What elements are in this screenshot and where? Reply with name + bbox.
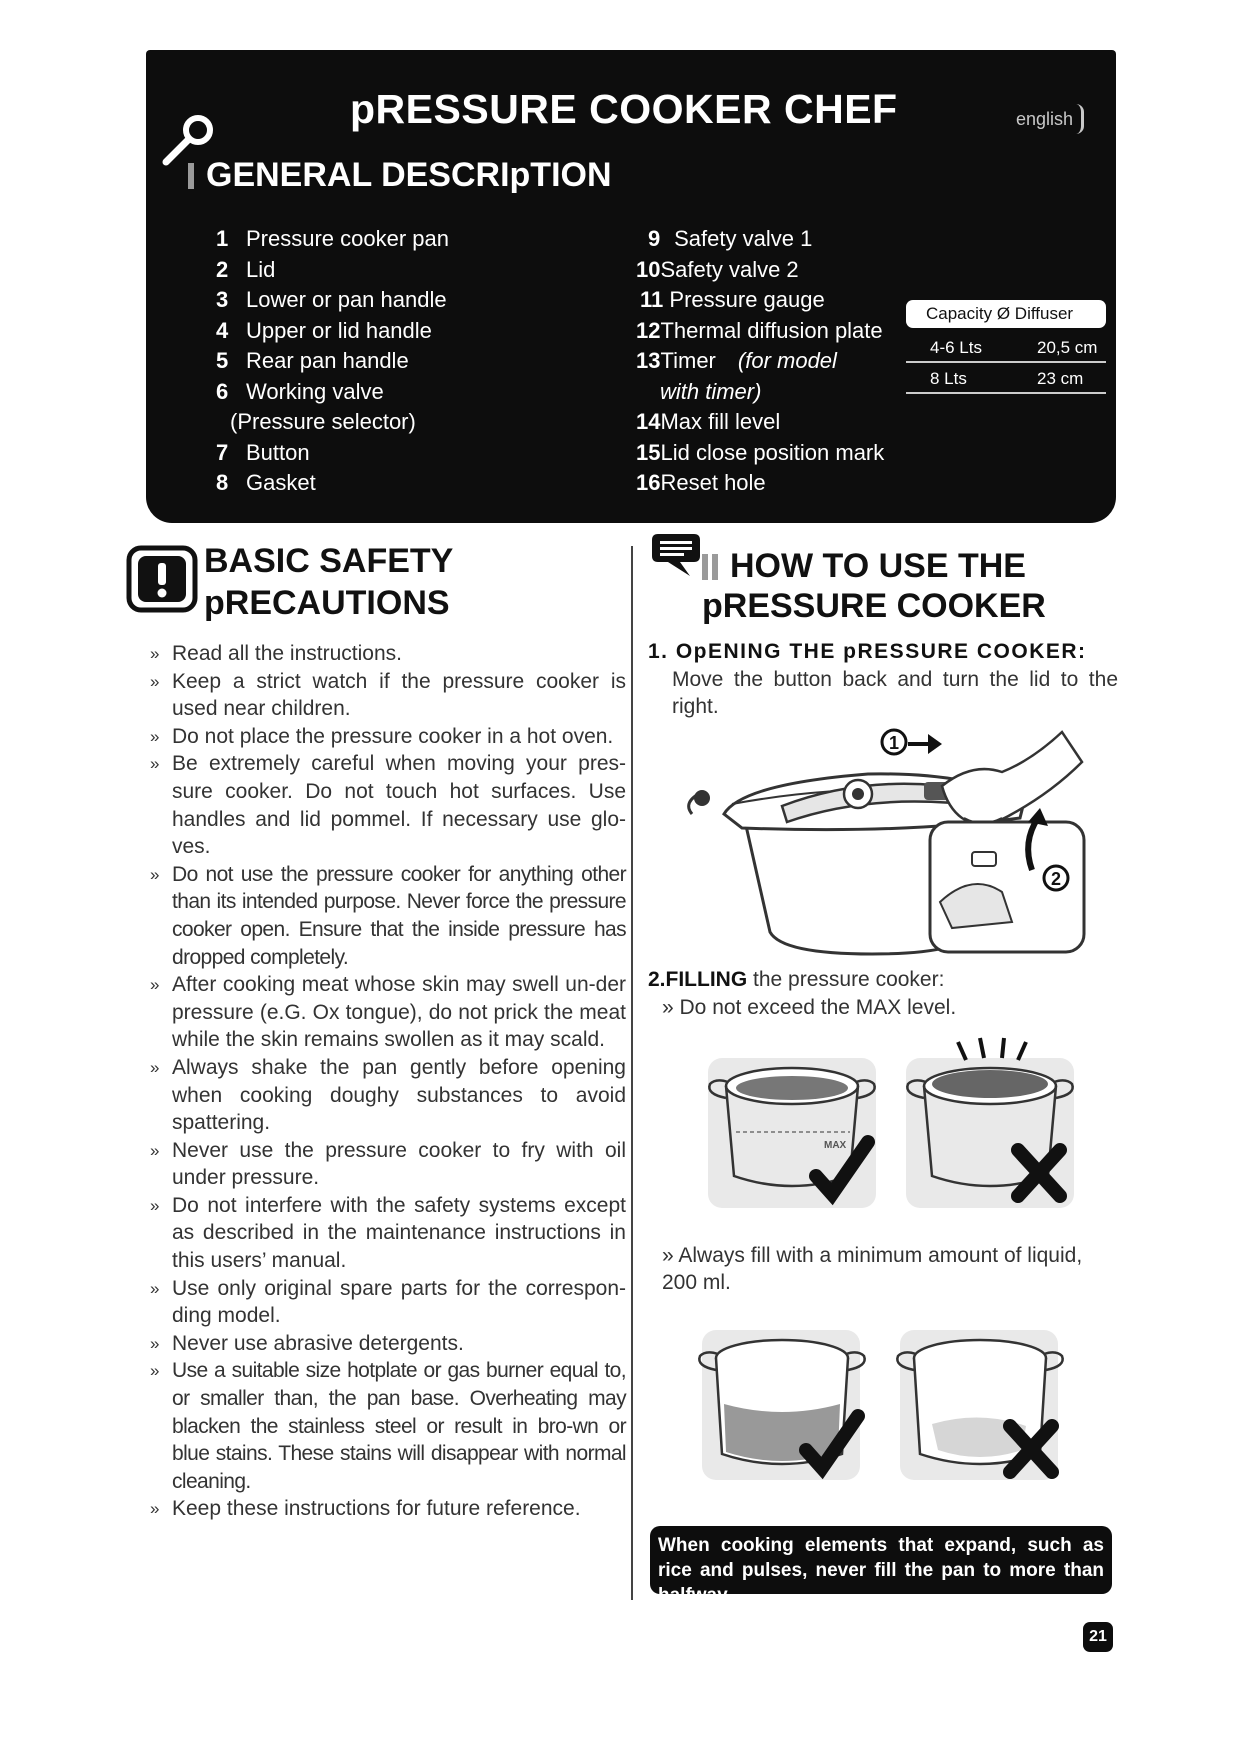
- part-label: Pressure gauge: [669, 287, 825, 312]
- expansion-warning-note: When cooking elements that expand, such as rice and pulses, never fill the pan to more than halfway.: [650, 1526, 1112, 1594]
- list-item: » Be extremely careful when moving your pres-sure cooker. Do not touch hot surfaces. Use handles and lid pommel. If necessary use glo-ves.: [150, 750, 626, 860]
- part-item: [636, 316, 884, 347]
- language-tab: english: [1016, 104, 1084, 134]
- page-number: 21: [1083, 1622, 1113, 1652]
- part-label: Lid: [246, 256, 276, 282]
- list-item: » Keep these instructions for future reference.: [150, 1495, 626, 1523]
- diffuser-value: 23 cm: [1037, 369, 1084, 388]
- part-number: 1: [216, 226, 229, 251]
- capacity-table-row: [906, 363, 1106, 394]
- section-numeral-bar: [188, 163, 194, 189]
- part-item: [216, 285, 449, 316]
- part-number: 3: [216, 287, 229, 312]
- part-number: 13: [636, 348, 661, 373]
- part-label: Reset hole: [660, 470, 766, 495]
- part-label: Lower or pan handle: [246, 287, 447, 312]
- list-item: » Do not place the pressure cooker in a hot oven.: [150, 723, 626, 751]
- part-number: 12: [636, 317, 661, 343]
- section-numeral-bar: [702, 554, 708, 580]
- part-label-note: (for model: [737, 348, 837, 373]
- list-item: » Do not use the pressure cooker for anything other than its intended purpose. Never force the pressure cooker open. Ensure that the inside pressure has dropped completely.: [150, 861, 626, 971]
- part-label: Timer: [660, 348, 716, 373]
- part-label: Thermal diffusion plate: [660, 317, 883, 343]
- step-note: » Do not exceed the MAX level.: [662, 996, 957, 1019]
- fill-level-illustration: [700, 1036, 1080, 1216]
- part-item: [636, 377, 884, 408]
- part-number: 4: [216, 317, 229, 343]
- section-title-howto: [702, 546, 1046, 626]
- page-title: pRESSURE COOKER CHEF: [350, 86, 898, 132]
- part-item: [636, 407, 884, 438]
- section-title-text: GENERAL DESCRIpTION: [206, 156, 612, 194]
- part-number: 8: [216, 470, 229, 495]
- step-title: 1. OpENING THE pRESSURE COOKER:: [648, 640, 1087, 663]
- part-label: Working valve: [246, 378, 384, 404]
- part-label: Safety valve 1: [674, 226, 813, 251]
- part-label: Upper or lid handle: [246, 317, 432, 343]
- parts-list-left: [216, 224, 449, 499]
- part-label: Gasket: [246, 470, 316, 495]
- diffuser-value: 20,5 cm: [1037, 338, 1098, 357]
- part-item: [216, 224, 449, 255]
- minimum-liquid-illustration: [686, 1324, 1076, 1484]
- step-bold-label: FILLING: [665, 968, 748, 991]
- list-item: » After cooking meat whose skin may swell un-der pressure (e.G. Ox tongue), do not prick the meat while the skin remains swollen as it may scald.: [150, 971, 626, 1054]
- step-marker-2: 2: [1050, 869, 1062, 889]
- part-label: Rear pan handle: [246, 348, 409, 373]
- capacity-table-row: [906, 332, 1106, 363]
- list-item: » Use a suitable size hotplate or gas burner equal to, or smaller than, the pan base. Overheating may blacken the stainless steel or result in bro-wn or blue stains. These stains will disappear with normal cleaning.: [150, 1357, 626, 1495]
- capacity-value: 8 Lts: [930, 369, 967, 388]
- step-note: » Always fill with a minimum amount of liquid, 200 ml.: [662, 1244, 1083, 1294]
- part-number: 7: [216, 439, 229, 465]
- part-item: [636, 438, 884, 469]
- list-item: » Keep a strict watch if the pressure cooker is used near children.: [150, 668, 626, 723]
- part-number: 14: [636, 409, 661, 434]
- part-item: [216, 255, 449, 286]
- section-numeral-bar: [712, 554, 718, 580]
- list-item: » Read all the instructions.: [150, 640, 626, 668]
- section-title-line: pRESSURE COOKER: [702, 587, 1046, 625]
- part-number: 10: [636, 256, 661, 282]
- part-label: with timer): [660, 378, 762, 404]
- part-number: 15: [636, 439, 661, 465]
- capacity-table: [906, 300, 1106, 394]
- step-number: 2.: [648, 968, 666, 991]
- list-item: » Do not interfere with the safety systems except as described in the maintenance instructions in this users’ manual.: [150, 1192, 626, 1275]
- part-item: [216, 346, 449, 377]
- section-title-safety: [204, 540, 453, 624]
- part-number: 2: [216, 256, 229, 282]
- section-title-line: HOW TO USE THE: [730, 547, 1026, 585]
- part-item: [636, 468, 884, 499]
- part-item: [216, 377, 449, 408]
- part-label: Button: [246, 439, 310, 465]
- section-title-general-description: [188, 156, 612, 195]
- warning-icon: [126, 545, 198, 613]
- part-number: 11: [640, 287, 664, 312]
- section-title-line: BASIC SAFETY: [204, 542, 454, 580]
- part-label: (Pressure selector): [230, 409, 416, 434]
- part-item: [636, 224, 884, 255]
- part-label: Safety valve 2: [660, 256, 799, 282]
- step-title: [648, 968, 944, 992]
- part-item: [216, 407, 449, 438]
- list-item: » Never use the pressure cooker to fry with oil under pressure.: [150, 1137, 626, 1192]
- column-divider: [631, 546, 633, 1600]
- safety-list: [150, 640, 626, 1523]
- opening-illustration: [672, 722, 1092, 962]
- step-text: Move the button back and turn the lid to the right.: [672, 668, 1118, 718]
- part-item: [636, 255, 884, 286]
- part-item: [216, 468, 449, 499]
- part-number: 16: [636, 470, 661, 495]
- part-item: [636, 346, 884, 377]
- section-title-line: pRECAUTIONS: [204, 584, 450, 622]
- capacity-table-header: Capacity Ø Diffuser: [906, 300, 1106, 328]
- speech-bubble-icon: [650, 532, 702, 578]
- parts-list-right: [636, 224, 884, 499]
- part-label: Lid close position mark: [660, 439, 885, 465]
- part-item: [216, 438, 449, 469]
- list-item: » Use only original spare parts for the correspon-ding model.: [150, 1275, 626, 1330]
- part-label: Pressure cooker pan: [246, 226, 449, 251]
- part-item: [636, 285, 884, 316]
- part-number: 5: [216, 348, 229, 373]
- step-title-rest: the pressure cooker:: [747, 968, 945, 991]
- part-item: [216, 316, 449, 347]
- part-number: 9: [648, 226, 661, 251]
- part-label: Max fill level: [660, 409, 781, 434]
- step-marker-1: 1: [888, 733, 900, 753]
- list-item: » Always shake the pan gently before opening when cooking doughy substances to avoid spattering.: [150, 1054, 626, 1137]
- part-number: 6: [216, 378, 229, 404]
- capacity-value: 4-6 Lts: [930, 338, 982, 357]
- list-item: » Never use abrasive detergents.: [150, 1330, 626, 1358]
- max-fill-mark: MAX: [824, 1140, 847, 1151]
